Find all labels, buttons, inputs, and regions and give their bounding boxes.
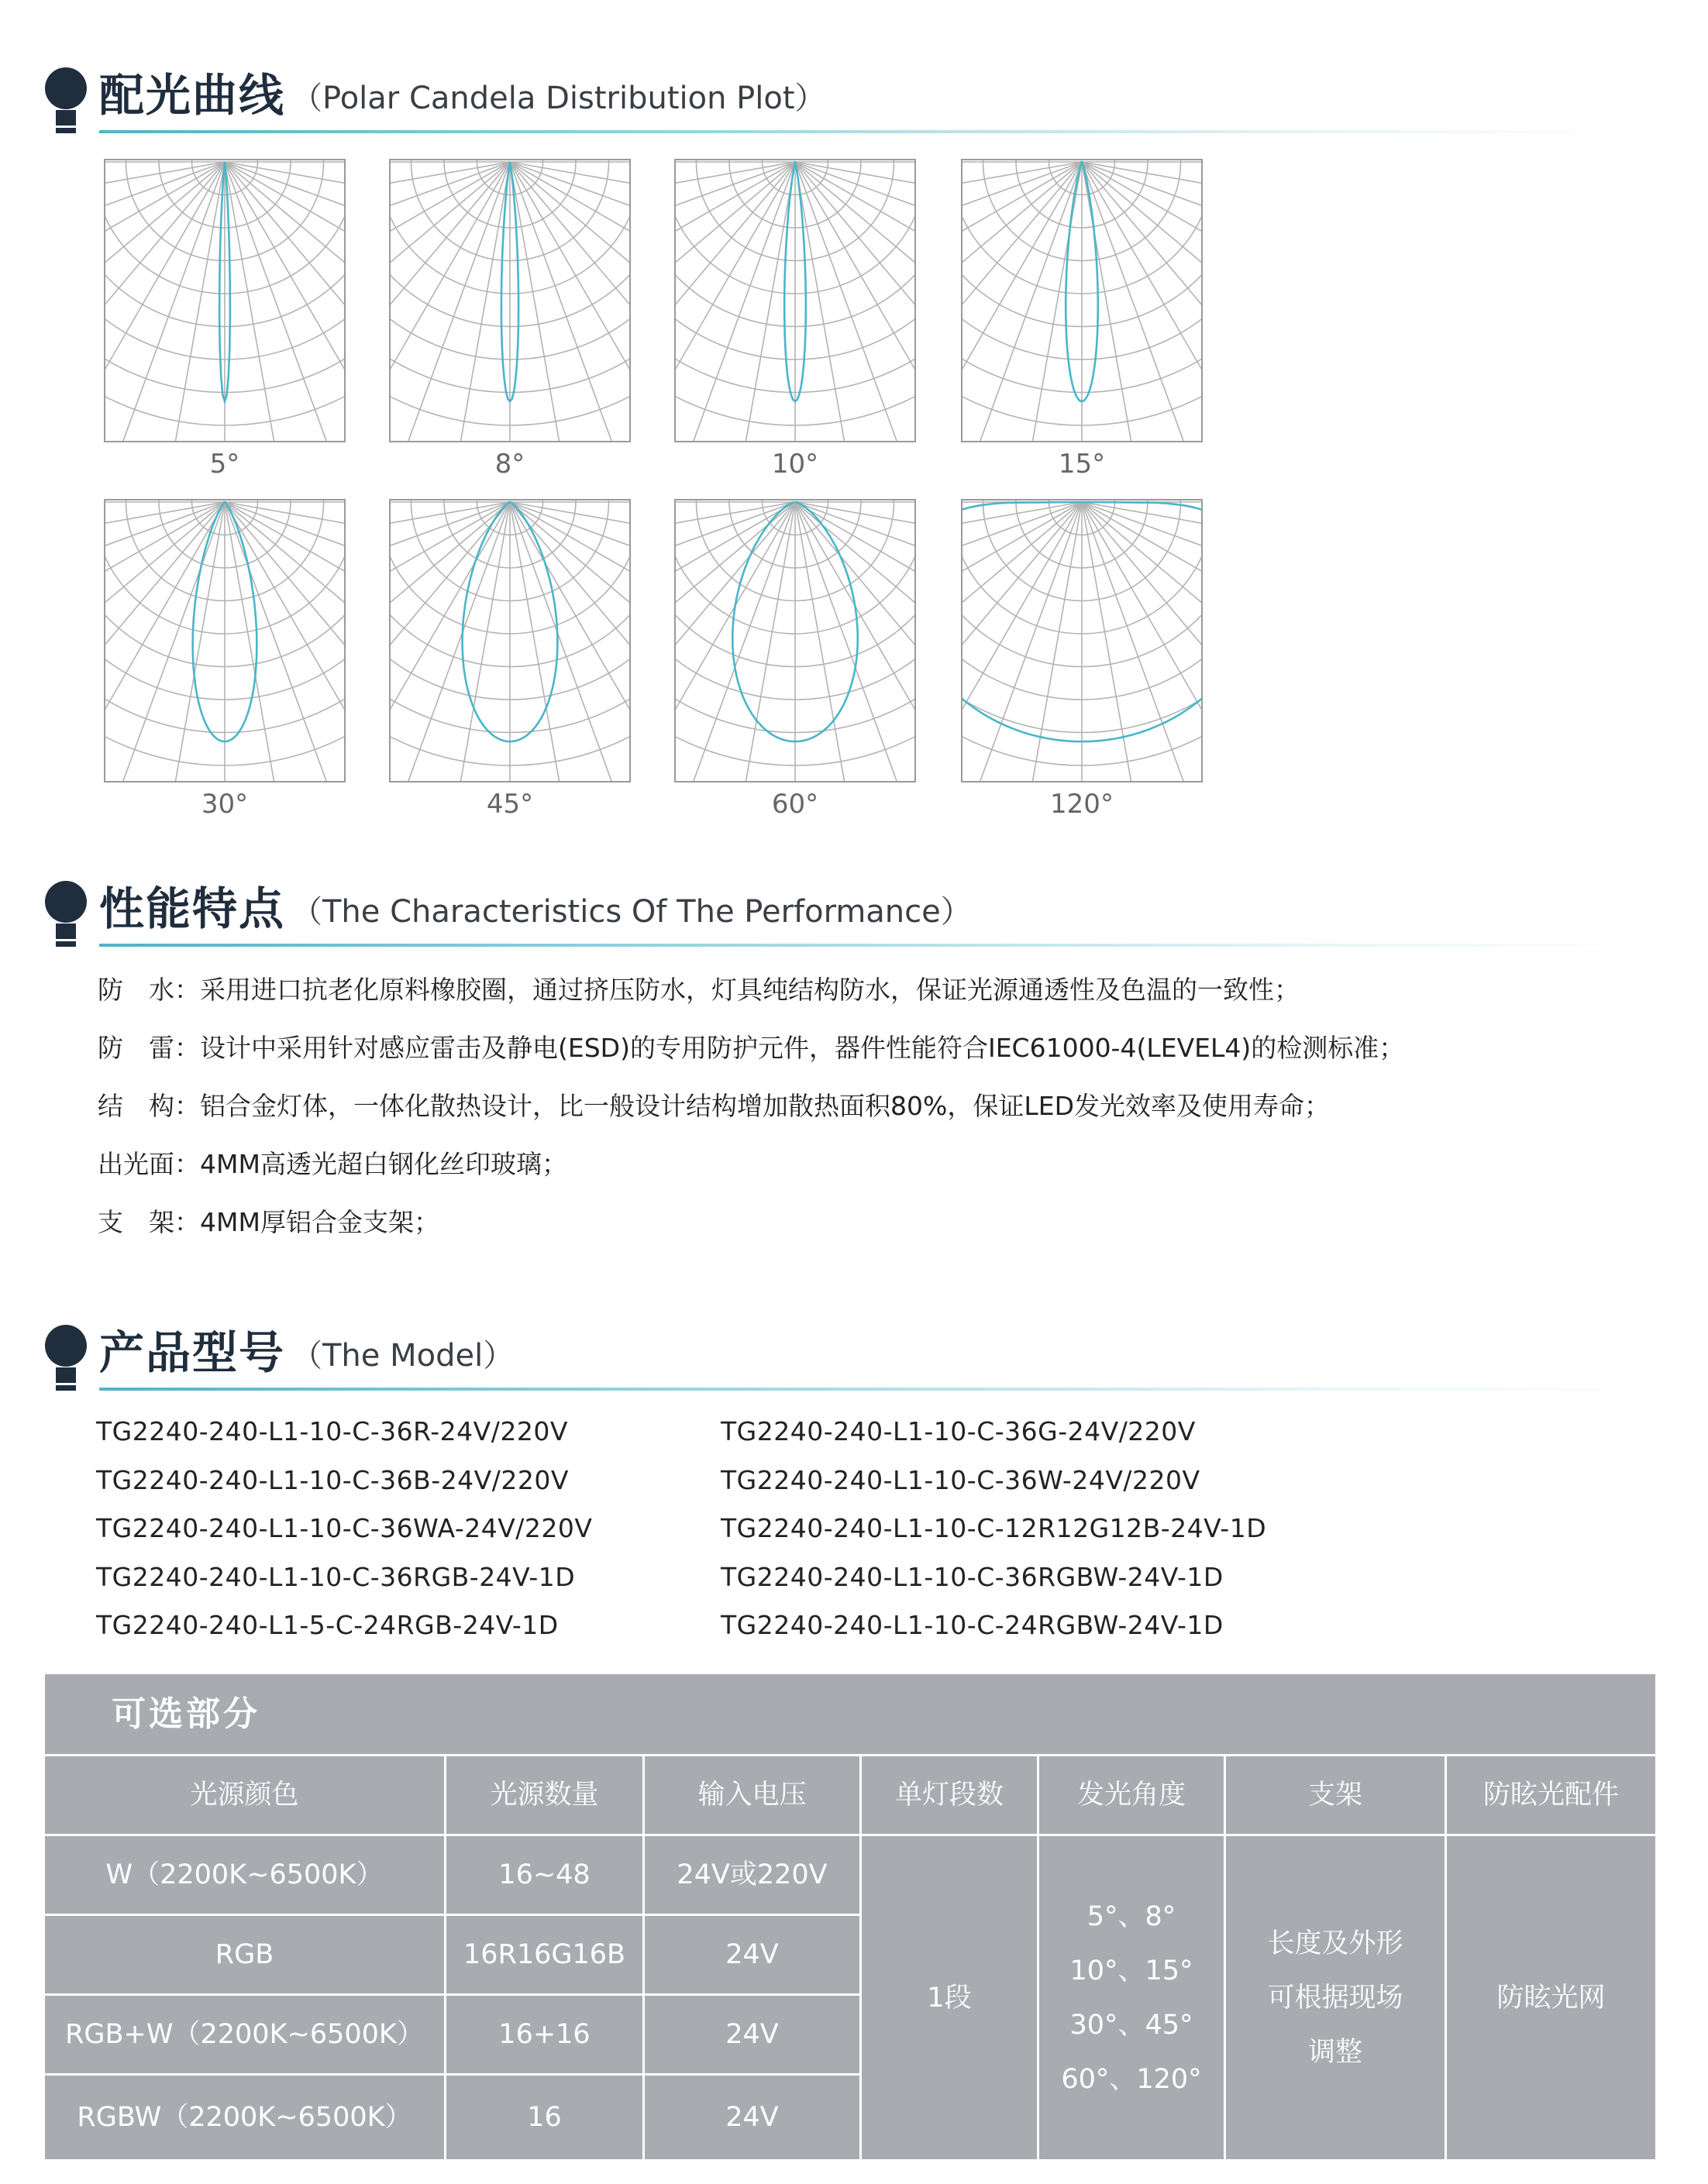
angle-line: 10°、15° — [1069, 1955, 1193, 1986]
polar-grid — [389, 159, 631, 442]
feature-line: 防 水：采用进口抗老化原料橡胶圈，通过挤压防水，灯具纯结构防水，保证光源通透性及色温的一致性； — [98, 975, 1300, 1005]
table-cell-color: RGBW（2200K~6500K） — [77, 2102, 412, 2133]
section-divider — [99, 1388, 1634, 1391]
table-header: 发光角度 — [1076, 1780, 1186, 1811]
polar-grid — [961, 499, 1203, 782]
section-title-en: （Polar Candela Distribution Plot） — [291, 81, 826, 116]
bulb-icon — [45, 1324, 93, 1391]
polar-grid — [674, 159, 916, 442]
model-number: TG2240-240-L1-5-C-24RGB-24V-1D — [96, 1610, 559, 1640]
model-number: TG2240-240-L1-10-C-36W-24V/220V — [721, 1465, 1200, 1495]
plot-label: 5° — [209, 449, 240, 480]
bracket-line: 长度及外形 — [1267, 1928, 1403, 1959]
angle-line: 5°、8° — [1086, 1900, 1176, 1932]
model-number: TG2240-240-L1-10-C-36G-24V/220V — [721, 1416, 1196, 1446]
polar-plot — [389, 499, 631, 829]
table-header: 光源颜色 — [190, 1780, 299, 1811]
section-header-performance — [45, 875, 1634, 953]
section-title-cn: 性能特点 — [99, 882, 286, 935]
model-number: TG2240-240-L1-10-C-24RGBW-24V-1D — [721, 1610, 1224, 1640]
polar-plot — [961, 159, 1203, 489]
table-cell-voltage: 24V或220V — [677, 1859, 828, 1890]
table-cell-segments: 1段 — [927, 1982, 972, 2014]
polar-plot — [104, 499, 346, 829]
polar-grid — [104, 499, 346, 782]
plot-label: 8° — [494, 449, 525, 480]
section-header-curve — [45, 62, 1634, 139]
plot-label: 60° — [771, 789, 819, 820]
bulb-icon — [45, 67, 93, 133]
feature-line: 防 雷：设计中采用针对感应雷击及静电(ESD)的专用防护元件，器件性能符合IEC61000-4(LEVEL4)的检测标准； — [98, 1033, 1405, 1063]
polar-grid — [104, 159, 346, 442]
plot-label: 15° — [1058, 449, 1106, 480]
model-number: TG2240-240-L1-10-C-36R-24V/220V — [96, 1416, 568, 1446]
section-divider — [99, 130, 1634, 133]
table-cell-color: W（2200K~6500K） — [105, 1859, 384, 1890]
table-header: 支架 — [1307, 1780, 1362, 1811]
table-cell-count: 16+16 — [498, 2019, 591, 2050]
polar-plot — [389, 159, 631, 489]
bulb-icon — [45, 880, 93, 947]
table-header: 光源数量 — [490, 1780, 599, 1811]
model-number: TG2240-240-L1-10-C-36B-24V/220V — [96, 1465, 569, 1495]
table-cell-voltage: 24V — [725, 1939, 779, 1970]
feature-line: 结 构：铝合金灯体，一体化散热设计，比一般设计结构增加散热面积80%，保证LED发光效率及使用寿命； — [98, 1091, 1330, 1121]
section-header-model — [45, 1319, 1634, 1397]
table-cell-color: RGB — [215, 1939, 274, 1970]
polar-grid — [674, 499, 916, 782]
polar-plot — [674, 499, 916, 829]
section-title-en: （The Characteristics Of The Performance） — [291, 894, 972, 930]
polar-grid — [961, 159, 1203, 442]
model-number: TG2240-240-L1-10-C-36WA-24V/220V — [96, 1513, 593, 1543]
model-number: TG2240-240-L1-10-C-12R12G12B-24V-1D — [721, 1513, 1267, 1543]
plot-label: 45° — [486, 789, 534, 820]
table-cell-count: 16~48 — [498, 1859, 591, 1890]
table-cell-voltage: 24V — [725, 2019, 779, 2050]
table-cell-antiglare: 防眩光网 — [1496, 1982, 1606, 2014]
table-cell-voltage: 24V — [725, 2102, 779, 2133]
model-number: TG2240-240-L1-10-C-36RGBW-24V-1D — [721, 1562, 1224, 1592]
table-cell-count: 16R16G16B — [463, 1939, 626, 1970]
bracket-line: 可根据现场 — [1267, 1982, 1403, 2014]
polar-plot — [104, 159, 346, 489]
plot-label: 120° — [1050, 789, 1114, 820]
table-header: 输入电压 — [697, 1780, 807, 1811]
section-title-cn: 配光曲线 — [99, 69, 286, 122]
section-title-cn: 产品型号 — [99, 1326, 286, 1379]
section-title-en: （The Model） — [291, 1338, 515, 1374]
feature-line: 出光面：4MM高透光超白钢化丝印玻璃； — [98, 1149, 567, 1179]
angle-line: 30°、45° — [1069, 2009, 1193, 2041]
table-cell-angles — [1039, 1836, 1224, 2159]
model-number: TG2240-240-L1-10-C-36RGB-24V-1D — [96, 1562, 576, 1592]
table-cell-color: RGB+W（2200K~6500K） — [65, 2019, 424, 2050]
plot-label: 30° — [201, 789, 249, 820]
options-table — [45, 1674, 1655, 2159]
bracket-line: 调整 — [1307, 2036, 1362, 2068]
angle-line: 60°、120° — [1061, 2063, 1202, 2095]
table-header: 单灯段数 — [894, 1780, 1004, 1811]
options-title: 可选部分 — [112, 1694, 260, 1734]
table-cell-bracket — [1226, 1836, 1445, 2159]
polar-plot — [961, 499, 1203, 829]
polar-grid — [389, 499, 631, 782]
section-divider — [99, 944, 1634, 947]
table-header: 防眩光配件 — [1482, 1780, 1619, 1811]
plot-label: 10° — [771, 449, 819, 480]
table-cell-count: 16 — [527, 2102, 562, 2133]
polar-plot — [674, 159, 916, 489]
feature-line: 支 架：4MM厚铝合金支架； — [98, 1207, 439, 1237]
